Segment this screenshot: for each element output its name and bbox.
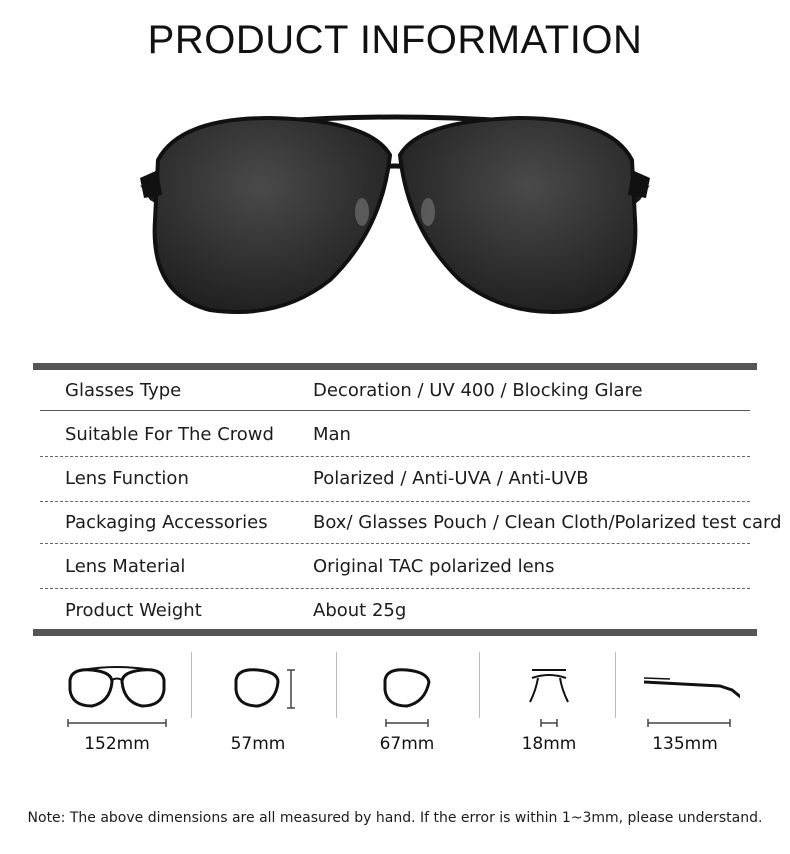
spec-label: Packaging Accessories [65, 511, 268, 533]
spec-label: Suitable For The Crowd [65, 423, 274, 445]
frame-width-icon [62, 660, 172, 730]
spec-row-packaging [40, 500, 782, 544]
spec-row-lens-material [40, 544, 750, 588]
dimension-label: 152mm [84, 734, 150, 754]
dimension-label: 67mm [379, 734, 435, 754]
dimension-lens-height [183, 660, 333, 754]
bridge-width-icon [494, 660, 604, 730]
spec-row-crowd [40, 412, 750, 456]
temple-length-icon [630, 660, 740, 730]
sunglasses-product-image [120, 100, 670, 330]
dimension-lens-width [332, 660, 482, 754]
lens-width-icon [352, 660, 462, 730]
dimension-frame-width [42, 660, 192, 754]
dimension-temple-length [610, 660, 760, 754]
page-title: PRODUCT INFORMATION [147, 18, 643, 62]
lens-height-icon [203, 660, 313, 730]
spec-label: Glasses Type [65, 379, 182, 401]
spec-label: Lens Function [65, 467, 189, 489]
dimension-label: 57mm [230, 734, 286, 754]
spec-row-glasses-type [40, 368, 750, 412]
row-divider [40, 410, 750, 411]
dimension-bridge-width [474, 660, 624, 754]
spec-value: Man [313, 423, 351, 445]
spec-value: Original TAC polarized lens [313, 555, 555, 577]
spec-value: About 25g [313, 599, 407, 621]
dimension-label: 18mm [521, 734, 577, 754]
spec-value: Box/ Glasses Pouch / Clean Cloth/Polarized test card [313, 511, 782, 533]
spec-value: Polarized / Anti-UVA / Anti-UVB [313, 467, 589, 489]
dimension-label: 135mm [652, 734, 718, 754]
spec-row-lens-function [40, 456, 750, 500]
spec-label: Lens Material [65, 555, 186, 577]
spec-row-weight [40, 588, 750, 632]
spec-label: Product Weight [65, 599, 202, 621]
measurement-note: Note: The above dimensions are all measured by hand. If the error is within 1~3mm, please understand. [27, 810, 763, 826]
spec-value: Decoration / UV 400 / Blocking Glare [313, 379, 643, 401]
table-bottom-bar [33, 629, 757, 636]
